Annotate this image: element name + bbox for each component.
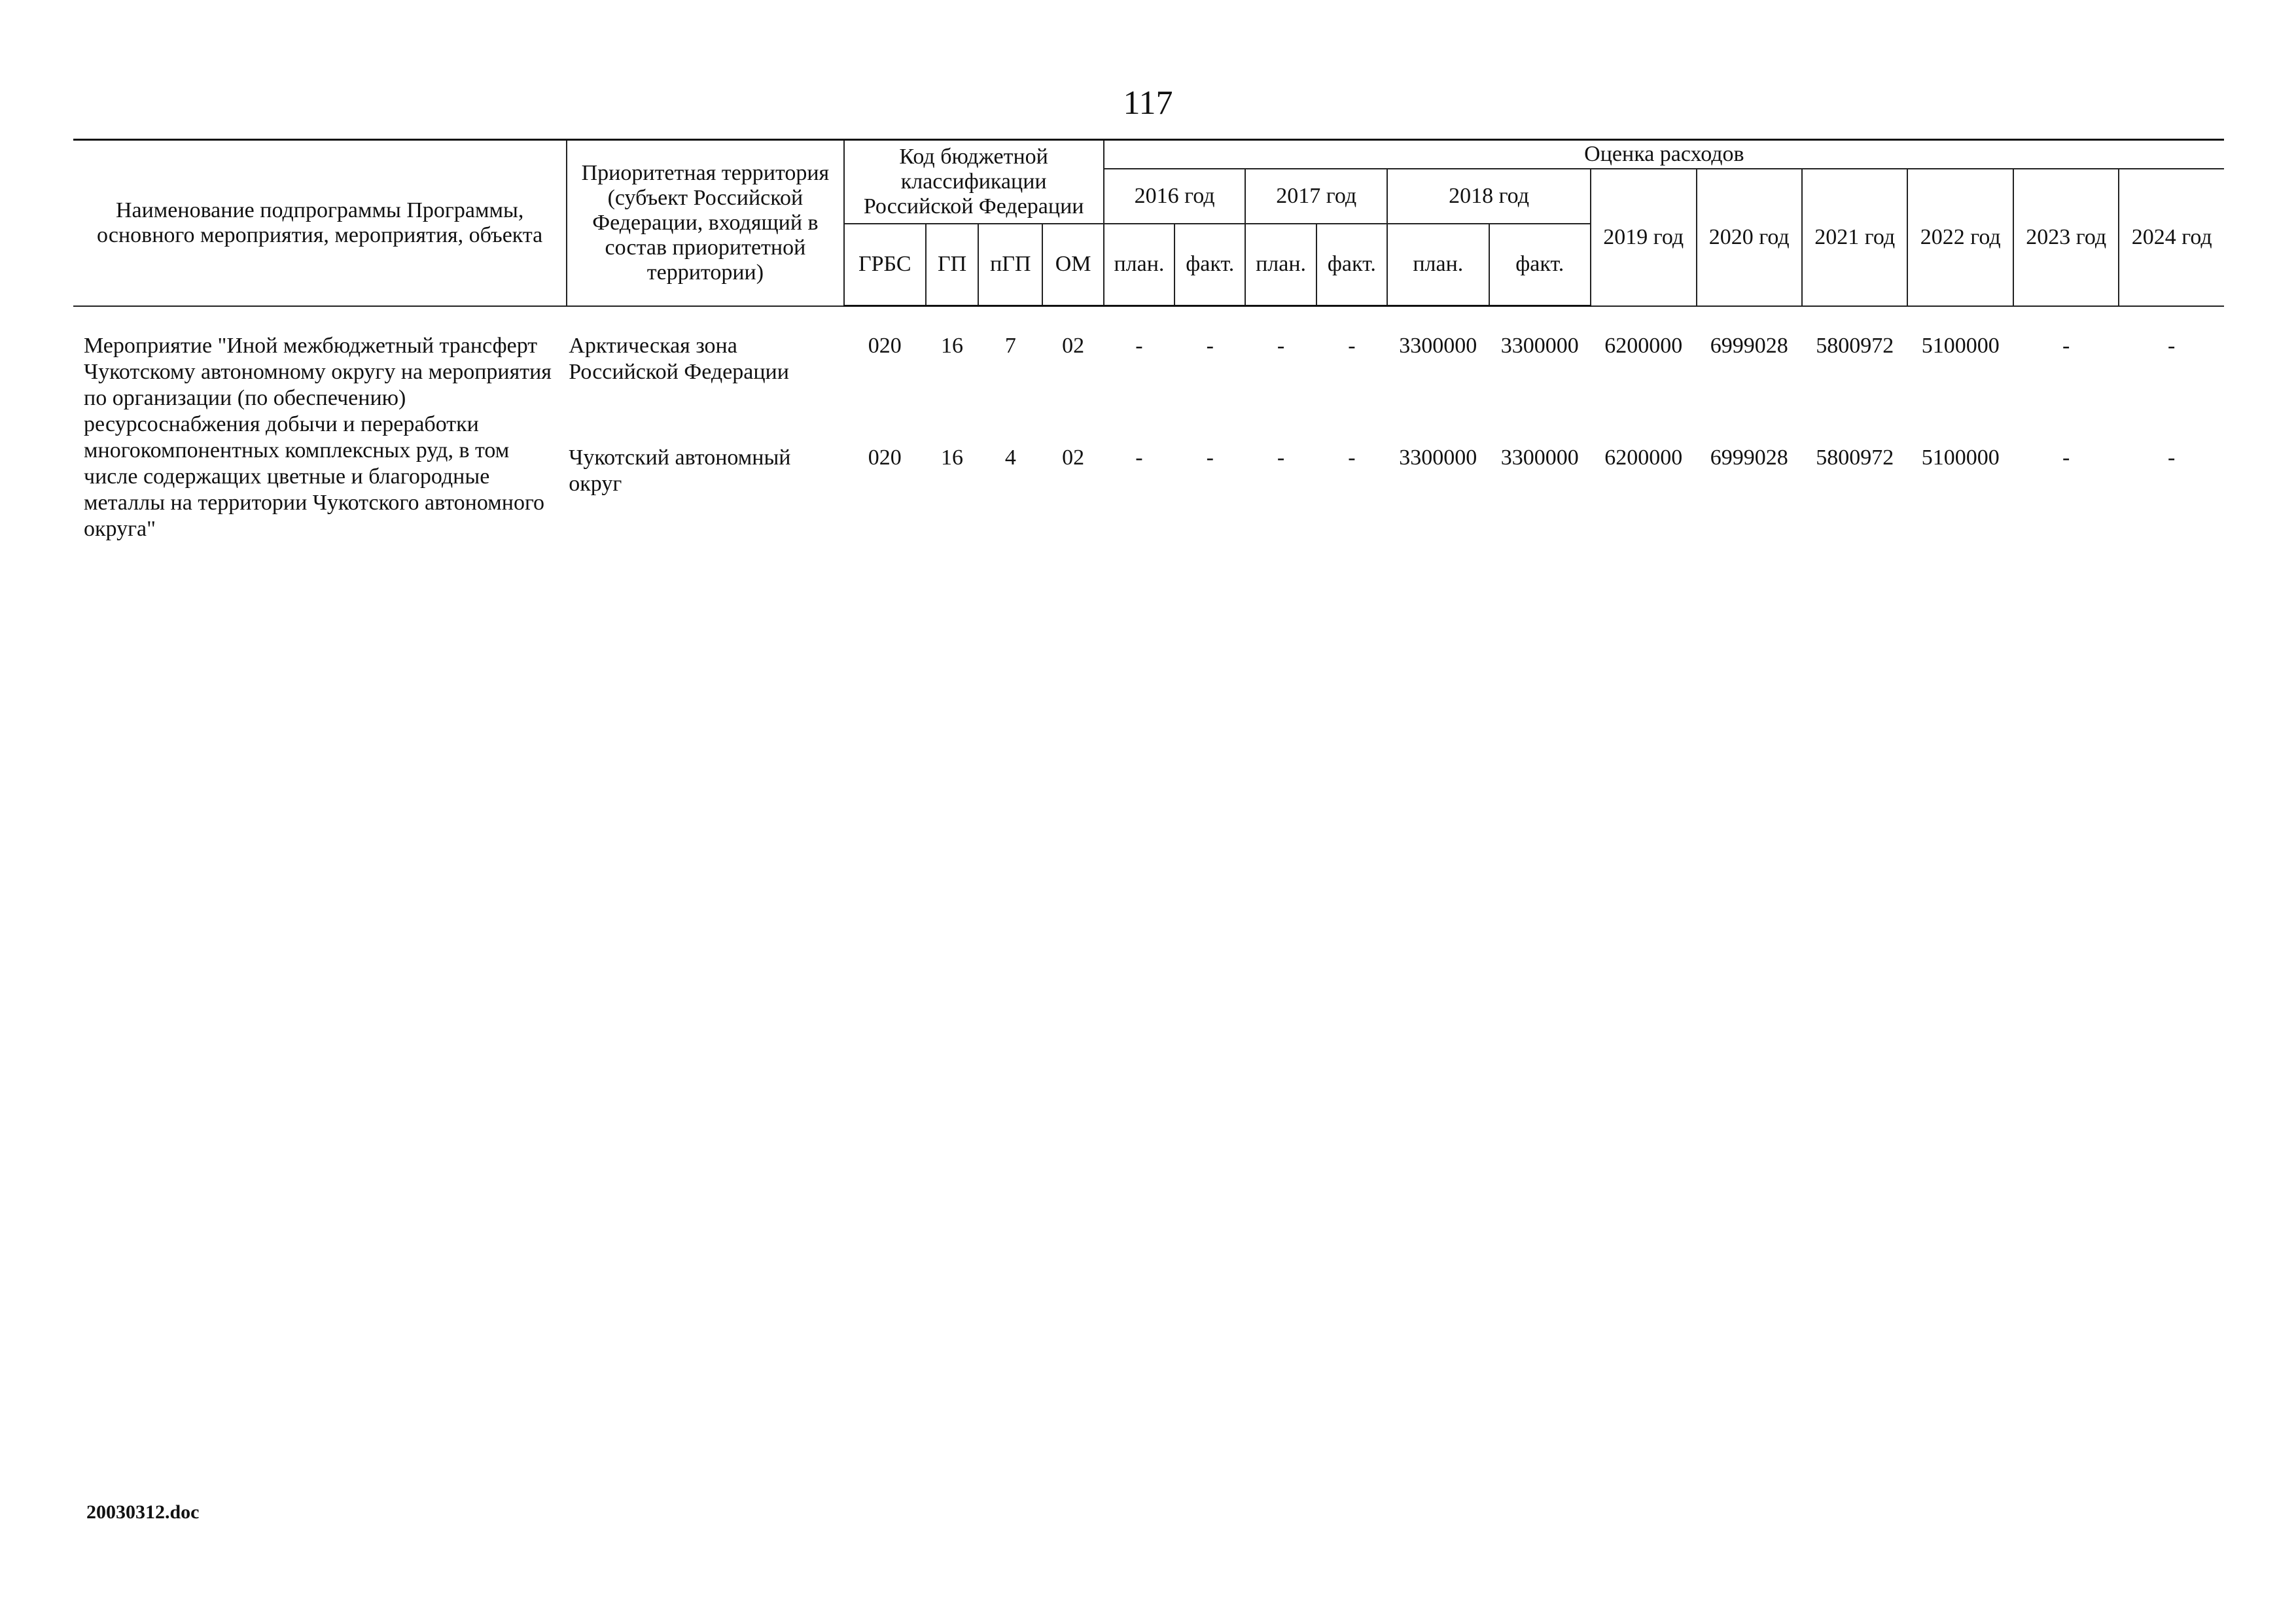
header-year-2024: 2024 год <box>2119 169 2224 306</box>
cell-2017-fact: - <box>1348 334 1356 358</box>
cell-2017-plan: - <box>1277 334 1285 358</box>
header-year-2018: 2018 год <box>1387 169 1591 224</box>
header-name: Наименование подпрограммы Программы, основного мероприятия, мероприятия, объекта <box>73 140 567 306</box>
cell-2023: - <box>2062 445 2070 470</box>
territory-cell: Арктическая зона Российской Федерации <box>569 334 789 384</box>
header-code-gp: ГП <box>926 224 978 306</box>
cell-pgp: 7 <box>1004 334 1016 358</box>
table-row <box>73 333 2224 430</box>
cell-gp: 16 <box>941 334 964 358</box>
cell-2017-plan: - <box>1277 445 1285 470</box>
cell-om: 02 <box>1062 334 1085 358</box>
cell-grbs: 020 <box>868 445 902 470</box>
header-year-2021: 2021 год <box>1802 169 1907 306</box>
header-fact-2017: факт. <box>1316 224 1387 306</box>
cell-2018-plan: 3300000 <box>1399 334 1477 358</box>
cell-2022: 5100000 <box>1921 334 2000 358</box>
cell-2021: 5800972 <box>1816 445 1894 470</box>
cell-om: 02 <box>1062 445 1085 470</box>
cell-2020: 6999028 <box>1710 445 1788 470</box>
cell-2016-fact: - <box>1206 445 1214 470</box>
header-year-2022: 2022 год <box>1907 169 2013 306</box>
cell-2018-fact: 3300000 <box>1500 445 1579 470</box>
cell-pgp: 4 <box>1004 445 1016 470</box>
header-code-grbs: ГРБС <box>844 224 926 306</box>
header-year-2020: 2020 год <box>1697 169 1802 306</box>
cell-2018-plan: 3300000 <box>1399 445 1477 470</box>
cell-gp: 16 <box>941 445 964 470</box>
cell-grbs: 020 <box>868 334 902 358</box>
activity-name: Мероприятие "Иной межбюджетный трансферт Чукотскому автономному округу на мероприятия по организации (по обеспечению) ресурсоснабжения добычи и переработки многокомпонентных комплексных руд, в том числе содержащих цветные и благородные металлы на территории Чукотского автономного округа" <box>84 334 552 541</box>
header-year-2023: 2023 год <box>2013 169 2119 306</box>
header-budget-code: Код бюджетной классификации Российской Федерации <box>844 140 1104 224</box>
cell-2016-plan: - <box>1135 334 1143 358</box>
footer-filename: 20030312.doc <box>86 1501 200 1523</box>
cell-2018-fact: 3300000 <box>1500 334 1579 358</box>
header-costs: Оценка расходов <box>1104 140 2224 169</box>
cell-2023: - <box>2062 334 2070 358</box>
cell-2016-fact: - <box>1206 334 1214 358</box>
header-plan-2017: план. <box>1245 224 1316 306</box>
cell-2016-plan: - <box>1135 445 1143 470</box>
cell-2019: 6200000 <box>1604 445 1683 470</box>
header-territory: Приоритетная территория (субъект Российской Федерации, входящий в состав приоритетной территории) <box>567 140 843 306</box>
cell-2017-fact: - <box>1348 445 1356 470</box>
cell-2019: 6200000 <box>1604 334 1683 358</box>
cell-2021: 5800972 <box>1816 334 1894 358</box>
cell-2020: 6999028 <box>1710 334 1788 358</box>
header-plan-2016: план. <box>1104 224 1174 306</box>
cell-2024: - <box>2168 445 2176 470</box>
header-year-2019: 2019 год <box>1591 169 1696 306</box>
budget-table <box>73 139 2224 542</box>
header-fact-2018: факт. <box>1489 224 1591 306</box>
territory-cell: Чукотский автономный округ <box>569 445 791 496</box>
header-fact-2016: факт. <box>1174 224 1245 306</box>
header-code-om: ОМ <box>1042 224 1103 306</box>
page-number: 117 <box>1123 84 1173 122</box>
header-year-2017: 2017 год <box>1245 169 1387 224</box>
header-plan-2018: план. <box>1387 224 1489 306</box>
table-body <box>73 333 2224 542</box>
header-code-pgp: пГП <box>978 224 1042 306</box>
table-header <box>73 139 2224 307</box>
header-year-2016: 2016 год <box>1104 169 1246 224</box>
cell-2022: 5100000 <box>1921 445 2000 470</box>
cell-2024: - <box>2168 334 2176 358</box>
